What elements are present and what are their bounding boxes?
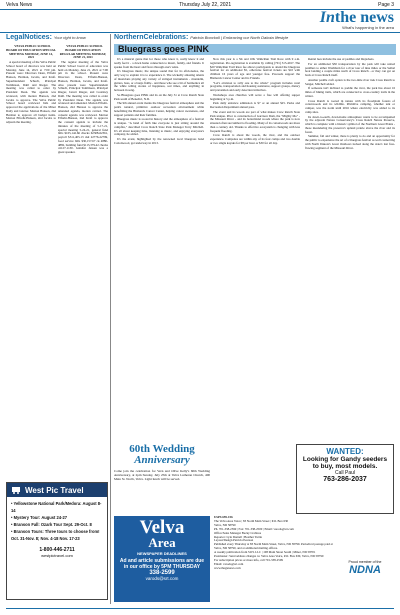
legal-notices-header [6, 34, 110, 43]
west-pic-header [7, 483, 107, 497]
ndna-member-badge [336, 560, 394, 590]
tour-item: • Branson Fall: Ozark Tour Sept. 29-Oct. 8 [11, 522, 92, 527]
article-paragraph: Its down-to-earth, down-home atmosphere wants to be accompanied by the adjacent Nature Conservancy's Cross Ranch Nature Preserve, which is complete with a historic symbol of the Northern Great Plains - those meandering the preserve's upland prairie above the river and its forest. [305, 114, 395, 134]
pub-info-line: Ph. 701-338-2599 | Fax: 701-338-2500 | Email: varods@srt.com [214, 526, 294, 531]
bus-icon [11, 485, 21, 495]
northern-byline: Patricia Boockoll | Embracing our North Dakota lifestyle [190, 35, 289, 40]
article-paragraph: So Bluegrass goes PINK and its on the July 31 at Crow Ranch State Park south of Benedict, N.D. [114, 92, 204, 101]
publication-info [214, 516, 334, 606]
article-paragraph: Bluegrass music is rooted in history and the atmosphere of a festival is unique. "A band of faith like everyone is just sitting around the campfire," described Crow Ranch State Park Manager Terry Mitchell. It's all about keeping time, listening to music, and enjoying everyone's company, he added. [114, 117, 204, 137]
pub-info-line: The Velva Area Voice | 83 North Main Street | P.O. Box 630 [214, 518, 289, 523]
bottom-rule [6, 608, 394, 609]
article-paragraph: Workshops area churches will serve a free will offering supper beginning at 5 p.m. [210, 92, 300, 101]
article-paragraph: For an additional $30 transportation by the park will take rented paddlers to either Washburn for a river tour of nine miles or the Seibel boat landing a couple miles north of Cross Ranch - or they can get on back at Cross Ranch itself. [305, 61, 395, 77]
article-paragraph: Park daily entrance admission is $7 or an annual $25. Parks and Recreation Department annual pass. [210, 101, 300, 109]
article-paragraph: Summer, fall and winter, there is plenty to do and an opportunity for the public to experience the art of a bluegrass festival as well connecting with North Dakota's Great Outdoors tucked along the state's last free-flowing segment of the Missouri River. [305, 134, 395, 150]
article-paragraph: It's a musical genre that for those who know it, really know it and really feel it - a down home connection to music, family, and friends. It speaks from the heart and flows through one's veins. [114, 58, 204, 69]
usps-id: USPS 659-156 [214, 516, 233, 519]
article-paragraph: It's the event, highlighted by the renowned local bluegrass band Cottonwood, got underway in 2013. [114, 137, 204, 145]
article-paragraph: Now this year is a 5K and 10K Walk/Run Trail Race with 9 a.m. registration. Pre-registration is available by calling (701) 315-4917. The $20 Walk/Run Trail Race fee allows participants to attend the bluegrass festival for an additional $5, otherwise festival tickets are $10 with children 16 years of age and younger free. Proceeds support the Bismarck Cancer Center and its Friends. [210, 58, 300, 80]
wanted-text: Looking for Gandy seeders to buy, most models. [302, 456, 388, 470]
pub-info-line: Reporter: Lyle Darnell | Heather Tuttle [214, 534, 262, 539]
masthead [0, 9, 400, 33]
article-paragraph: Crow Ranch is about the woods, the river, and the outdoor experience. Campsites are within any of its four camps and two double or two single kayaks for $8 per hour or $30 for all day. [210, 133, 300, 145]
masthead-block [320, 10, 394, 30]
article-column-1 [114, 58, 204, 442]
article-paragraph: Rental fees include the use of paddles and lifejackets. [308, 58, 375, 61]
tour-item: • Yellowstone National Park/Medora: August 8-14 [11, 501, 102, 513]
article-paragraph: If someone isn't inclined to paddle the river, the park has about 16 miles of hiking trails, which are connected to cross-country trails in the winter. [305, 86, 395, 98]
page-number: Page 3 [378, 1, 394, 8]
west-pic-brand: West Pic Travel [25, 485, 84, 495]
legal-column-2 [58, 45, 108, 477]
article-paragraph: The 9th annual event marks the bluegrass festival atmosphere and the park's natural, primitive outdoor recreation environment while benefitting the Bismarck Cancer Center, helping cancer awareness, and support patients and their families. [114, 101, 204, 117]
ndna-caption: Proud member of the [348, 560, 382, 564]
wedding-text: Come join the celebration for Vern and Olive Kelly's 60th Wedding Anniversary, at 2pm Sunday, July 25th at Velva Lutheran Church, 400 Main St. North, Velva. Light lunch will be served. [114, 469, 210, 481]
tour-list [7, 497, 107, 545]
pub-info-line: Velva, ND 58790 [214, 522, 236, 527]
article-paragraph: "Let's envision to rally one to the whole" program includes rural programs, transportation and housing assistance, support groups, dietary and prevention and early detection initiatives. [210, 80, 300, 92]
article-paragraph: Another paddle craft option is the two-mile river trek Cross Ranch to Sanger, Mitchell added. [305, 77, 395, 86]
legal-block-title: VELVA PUBLIC SCHOOL BOARD OF EDUCATION REGULAR MEETING MONDAY, JUNE 21, 2021 [59, 45, 107, 60]
legal-block-title: VELVA PUBLIC SCHOOL BOARD OF EDUCATION SPECIAL MEETING MONDAY, JUNE 14, 2021 [6, 45, 56, 60]
pub-info-line: A weekly publication from SWL LLC | 108 Main Street South | Minot, ND 58701 [214, 550, 316, 555]
west-pic-phone: 1-800-446-2711 [39, 547, 75, 553]
velva-ad-title: Velva [139, 517, 185, 538]
velva-ad-text: Ad and article submissions are due in our office by 5PM THURSDAY [119, 558, 205, 570]
pub-info-line: Email: varods@srt.com [214, 561, 244, 566]
article-paragraph: It's bluegrass music, the unique sound that for its aficionados, the only way to explain it is to experience it. The wickedly amazing talents of musicians playing any variety of stringed instruments - mandolin, guitars, bass, or a banjo fiddle - and those who see a bit of harmonica all the while telling stories of happiness, sad times, and anything in between in song. [114, 69, 204, 92]
legal-block-text: A special meeting of the Velva Public School board of directors was held on Monday, June 14, 2021 at 7:00 pm. Present were: Directors Dean, Elfrehr Hanson, Herman, Jacobs, and Kraft. Superintendent Schuch, Principal Tomlinson, Dahl and Rieger. The meeting was called to order by President Dean. The agenda was reviewed, with motion Hanson, 2nd Jacobs to approve. The Velva Public School board reviewed bids and approved the applications of the Minot Daily and Glacier. Motion Hanson, 2nd Herman to approve all budget items. Motion Elfrehr-Hanson, 2nd Jacobs to adjourn the meeting. [6, 60, 56, 124]
legal-column-1 [6, 45, 56, 477]
wanted-ad [296, 444, 394, 514]
wanted-phone: 763-286-2037 [323, 476, 367, 483]
tour-item: • Mystery Tour: August 24-27 [11, 515, 68, 520]
masthead-title-rest: the news [334, 9, 394, 26]
velva-ad-deadlines: NEWSPAPER DEADLINES [137, 551, 187, 556]
wanted-contact: Call Paul [334, 470, 355, 476]
legal-header-text: LegalNotices: [6, 34, 52, 41]
velva-ad-email: varods@srt.com [145, 576, 179, 581]
wedding-subtitle: Anniversary [134, 454, 190, 466]
column-divider [110, 34, 111, 604]
article-column-2 [210, 58, 300, 442]
pub-info-line: Layout/Design Patricia Pearson [214, 538, 254, 543]
top-bar [0, 0, 400, 9]
masthead-title-in: In [319, 9, 335, 26]
legal-header-sub: Your right to know [53, 35, 86, 40]
velva-ad-phone: 338-2599 [149, 570, 175, 576]
article-paragraph: Cross Ranch is rooted in nature with its floodplain forests of cottonwoods and its wildlife. Primitive camping, whether tent or camper, was the norm until 2016 where electricity was added to its camp sites. [305, 98, 395, 114]
paper-name: Velva News [6, 1, 33, 8]
velva-ad-subtitle: Area [148, 535, 176, 550]
newspaper-deadline-ad [114, 516, 210, 602]
west-pic-travel-ad [6, 482, 108, 600]
issue-date: Thursday July 22, 2021 [179, 1, 232, 8]
northern-header-text: NorthernCelebrations: [114, 34, 189, 41]
west-pic-url: westpictravel.com [41, 553, 73, 558]
ndna-logo: NDNA [349, 564, 381, 576]
wedding-title: 60th Wedding [129, 443, 195, 455]
pub-info-line: Published every Thursday at 83 North Main Street, Velva, ND 58790. Periodical postage paid at Velva, ND 58790, and at additional mailing offices. [214, 542, 333, 551]
masthead-title [320, 10, 394, 25]
article-headline: Bluegrass goes PINK [114, 44, 396, 55]
article-paragraph: The event and its woods are part of what makes Crow Ranch State Park unique. Prior to construction of Garrison Dam, the "Mighty Mo" - the Missouri River - and its bottomland woods where the park is now situated often succumbed to flooding. Many of its cottonwoods are more than a century old. Thanks to effective ecosystem is changing with less frequent flooding. [210, 109, 300, 133]
wedding-anniversary-notice [114, 444, 210, 520]
tour-item: • Branson Tours: Three tours to choose from! Oct. 31-Nov. 8; Nov. 4-18 Nov. 17-23 [11, 529, 100, 541]
pub-info-line: www.thegunews.com [214, 565, 241, 570]
pub-info-line: Office/Sales Manager Becky Crabtree [214, 530, 262, 535]
pub-info-line: Postmaster: Send address changes to: Velva Area Voice, P.O. Box 630, Velva, ND 58790 [214, 554, 324, 559]
wanted-title: WANTED: [326, 447, 364, 456]
article-column-3 [305, 58, 395, 442]
pub-info-line: For subscription prices or more info, call 701-338-2599 [214, 557, 283, 562]
masthead-tagline: What's happening in the area [342, 25, 394, 30]
legal-block-text: The regular meeting of the Velva Public School board of education was held on Monday, June 21, 2021 at 7:00 pm in the school. Present were Directors Dean, Elfrehr-Hanson, Hanson, Herman, Jacobs, and Kraft. Also present were Superintendent Schuch, Principal Tomlinson, Principal Rieger, Jarrett Rieger, and Courtney Dahl. The meeting was called to order by President Dean. The agenda was reviewed and amended. Motion Elfrehr-Hanson, 2nd Hanson to approve the amended agenda, motion carried. The consent agenda was reviewed. Motion Elfrehr-Hanson, 2nd Kraft to approve the consent agenda to include the minutes of the meeting of 5-17-21, special meeting 5-24-21, general fund bills $105,142.66 checks 62308-62361, payroll $511,405.13 ck# 22776-22799, food service bills $30,157.67 ck 4880-4882, building fund $113,379.42 checks 41127-1130. Jennifer Jensen was a guest speaker. [58, 60, 108, 154]
northern-celebrations-header [114, 34, 396, 43]
